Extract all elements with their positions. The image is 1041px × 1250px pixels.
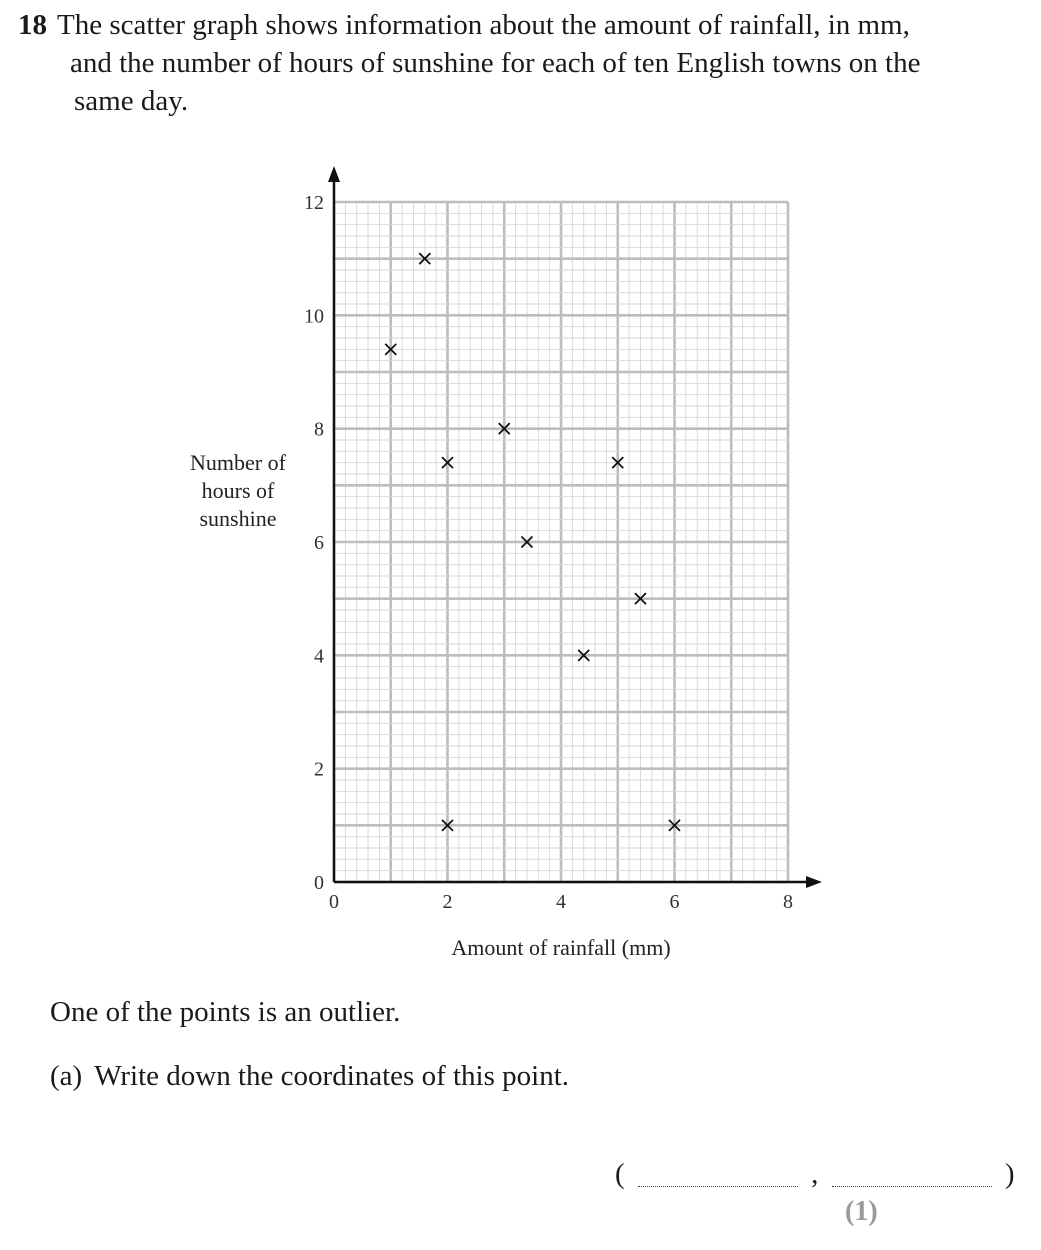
marks-label: (1) [845,1196,878,1227]
answer-comma: , [811,1158,819,1190]
y-tick-label: 6 [314,532,324,554]
grid [334,202,788,882]
y-axis-arrow [328,166,340,182]
y-tick-label: 12 [304,192,324,214]
part-a-text: Write down the coordinates of this point. [94,1060,570,1092]
x-tick-label: 4 [556,891,566,913]
y-tick-label: 4 [314,645,324,668]
y-tick-label: 10 [304,305,324,328]
part-a-question [50,1060,569,1093]
answer-open-paren: ( [615,1158,625,1190]
x-axis-arrow [806,876,822,888]
y-tick-label: 0 [314,872,324,894]
answer-close-paren: ) [1004,1158,1015,1190]
y-tick-label: 2 [314,758,324,781]
x-tick-label: 2 [442,891,453,913]
x-tick-label: 6 [669,891,680,913]
answer-line [615,1158,1015,1191]
question-line-3: same day. [74,85,189,117]
answer-y-field[interactable] [832,1166,992,1187]
x-axis-label: Amount of rainfall (mm) [451,935,671,960]
y-tick-label: 8 [314,418,324,441]
question-number: 18 [18,9,47,41]
y-axis-label-line-1: Number of [190,450,286,475]
y-axis-label-line-2: hours of [201,478,275,503]
x-tick-label: 8 [783,891,793,913]
question-text-1: The scatter graph shows information about the amount of rainfall, in mm, [57,9,910,41]
question-line-2: and the number of hours of sunshine for each of ten English towns on the [70,47,921,79]
answer-x-field[interactable] [638,1166,798,1187]
part-a-label: (a) [50,1060,83,1092]
x-tick-label: 0 [329,891,339,913]
y-axis-label-line-3: sunshine [199,506,277,531]
outlier-statement: One of the points is an outlier. [50,996,401,1028]
